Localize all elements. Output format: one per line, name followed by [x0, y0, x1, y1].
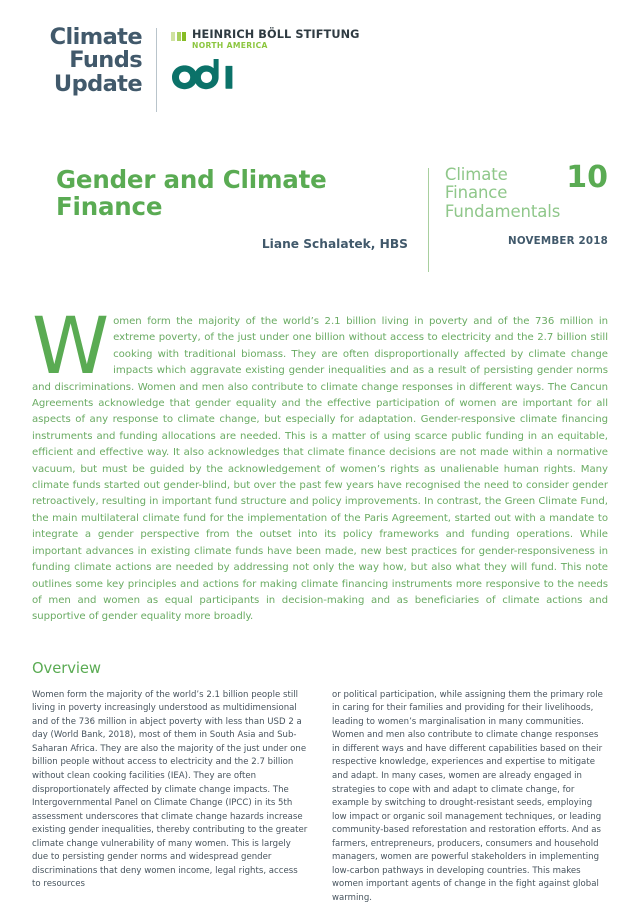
- three-green-bars-icon: [171, 32, 186, 41]
- publication-date: NOVEMBER 2018: [508, 235, 608, 248]
- intro-paragraph: [32, 302, 608, 626]
- series-line-1: Climate: [444, 165, 508, 184]
- intro-text: omen form the majority of the world’s 2.1 billion living in poverty and of the 736 million in extreme poverty, of the just under one billion without access to electricity and the 2.7 billion still cooking with traditional biomass. They are often disproportionally affected by climate change impacts which aggravate existing gender inequalities and as a result of persisting gender norms and discriminations. Women and men also contribute to climate change responses in different ways. The Cancun Agreements acknowledge that gender equality and the effective participation of women are important for all aspects of any response to climate change, but especially for adaptation. Gender-responsive climate financing instruments and funding allocations are needed. This is a matter of using scarce public funding in an equitable, efficient and effective way. It also acknowledges that climate finance decisions are not made within a normative vacuum, but must be guided by the acknowledgement of women’s rights as unalienable human rights. Many climate funds started out gender-blind, but over the past few years have recognised the need to consider gender retroactively, resulting in important fund structure and policy improvements. In contrast, the Green Climate Fund, the main multilateral climate fund for the implementation of the Paris Agreement, started out with a mandate to integrate a gender perspective from the outset into its policy frameworks and funding operations. While important advances in existing climate funds have been made, new best practices for gender-responsiveness in funding climate actions are needed by addressing not only the way how, but also what they will fund. This note outlines some key principles and actions for making climate financing instruments more responsive to the needs of men and women as equal participants in decision-making and as beneficiaries of climate actions and supportive of gender equality more broadly.: [32, 316, 608, 623]
- page-title: Gender and Climate Finance: [56, 165, 327, 222]
- overview-section: [32, 660, 608, 906]
- series-name: [445, 166, 560, 221]
- cfu-logo-line-1: Climate: [49, 24, 142, 50]
- overview-column-left-text: Women form the majority of the world’s 2.1 billion people still living in poverty increasingly understood as multidimensional and of the 736 million in abject poverty with less than USD 2 a day (World Bank, 2018), most of them in South Asia and Sub-Saharan Africa. They are also the majority of the just under one billion people without access to electricity and the 2.7 billion without clean cooking facilities (IEA). They are often disproportionately affected by climate change impacts. The Intergovernmental Panel on Climate Change (IPCC) in its 5th assessment underscores that climate change hazards increase existing gender inequalities, thereby contributing to the greater climate change vulnerability of many women. This is largely due to persisting gender norms and widespread gender discriminations that deny women income, legal rights, access to resources: [32, 689, 308, 890]
- series-number: 10: [566, 160, 608, 195]
- hbs-name: HEINRICH BÖLL STIFTUNG: [192, 28, 360, 41]
- overview-columns: [32, 689, 608, 906]
- overview-column-right-text: or political participation, while assigning them the primary role in caring for their families and providing for their livelihoods, leading to women’s marginalisation in many communities. Women and men also contribute to climate change responses in different ways and have different capabilities based on their respective knowledge, experiences and expertise to mitigate and adapt. In many cases, women are already engaged in strategies to cope with and adapt to climate change, for example by switching to drought-resistant seeds, employing low impact or organic soil management techniques, or leading community-based reforestation and restoration efforts. And as farmers, entrepreneurs, producers, consumers and household managers, women are powerful stakeholders in implementing low-carbon pathways in developing countries. This makes women important agents of change in the fight against global warming.: [332, 689, 603, 903]
- series-block: [429, 160, 608, 248]
- hbs-logo-text: [192, 29, 360, 50]
- drop-cap: W: [32, 302, 110, 392]
- masthead-divider: [156, 28, 157, 112]
- partner-logos: [171, 26, 608, 98]
- overview-heading: Overview: [32, 659, 101, 677]
- hbs-region: NORTH AMERICA: [192, 41, 268, 51]
- masthead: [32, 0, 608, 118]
- series-line-2: Finance: [444, 183, 508, 203]
- cfu-logo-line-3: Update: [53, 70, 142, 97]
- series-row: [444, 160, 608, 221]
- odi-logo[interactable]: [171, 59, 608, 98]
- overview-column-right: [332, 689, 608, 906]
- climate-funds-update-logo[interactable]: [32, 26, 142, 96]
- author-byline: Liane Schalatek, HBS: [261, 236, 408, 251]
- odi-wordmark-icon: [171, 59, 243, 93]
- overview-column-left: [32, 689, 308, 906]
- series-line-3: Fundamentals: [444, 201, 561, 221]
- cfu-logo-line-2: Funds: [69, 47, 142, 74]
- title-block: [32, 160, 608, 278]
- title-left: [32, 166, 428, 251]
- heinrich-boll-stiftung-logo[interactable]: [171, 29, 608, 50]
